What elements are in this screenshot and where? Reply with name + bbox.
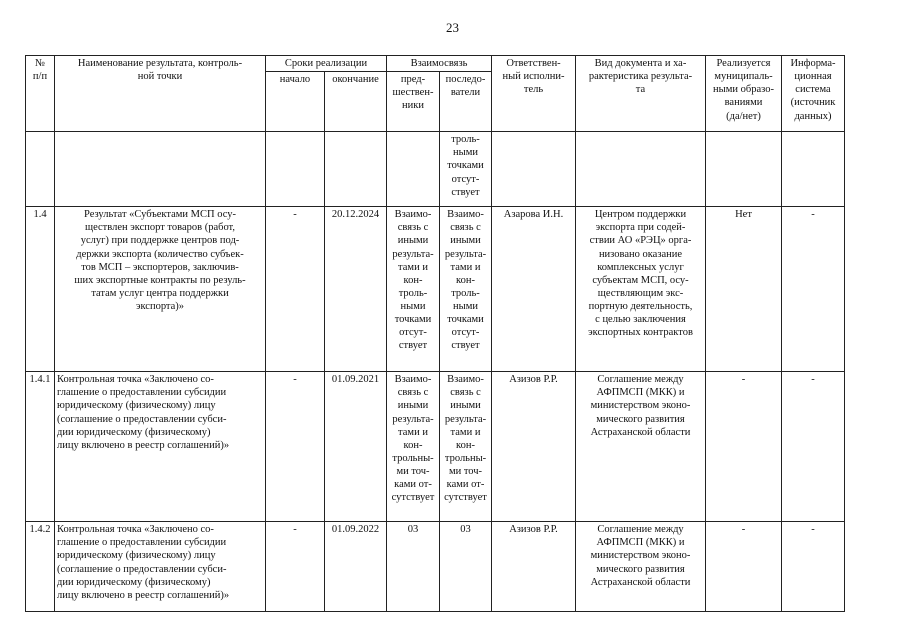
row-municipal <box>706 132 782 207</box>
header-successors: последо- ватели <box>440 72 492 132</box>
table-row <box>26 372 845 522</box>
row-responsible: Азизов Р.Р. <box>492 372 576 522</box>
row-successors: 03 <box>440 522 492 612</box>
row-num: 1.4 <box>26 207 55 372</box>
page-number: 23 <box>446 20 459 35</box>
header-municipal: Реализуется муниципаль- ными образо- ваниями (да/нет) <box>706 56 782 132</box>
row-responsible <box>492 132 576 207</box>
row-num <box>26 132 55 207</box>
row-predecessors <box>387 132 440 207</box>
header-document: Вид документа и ха- рактеристика результа- та <box>576 56 706 132</box>
row-end: 01.09.2022 <box>325 522 387 612</box>
row-successors: Взаимо- связь с иными результа- тами и кон- троль- ными точками отсут- ствует <box>440 207 492 372</box>
header-info-system: Информа- ционная система (источник данных) <box>782 56 845 132</box>
row-start <box>266 132 325 207</box>
row-end: 20.12.2024 <box>325 207 387 372</box>
row-name: Контрольная точка «Заключено со- глашение о предоставлении субсидии юридическому (физическому) лицу (соглашение о предоставлении субси- дии юридическому (физическому) лицу включено в реестр соглашений)» <box>55 522 266 612</box>
header-num: № п/п <box>26 56 55 132</box>
row-info-system: - <box>782 207 845 372</box>
header-start: начало <box>266 72 325 132</box>
header-row-1 <box>26 56 845 72</box>
row-start: - <box>266 522 325 612</box>
row-info-system: - <box>782 372 845 522</box>
row-predecessors: Взаимо- связь с иными результа- тами и кон- троль- ными точками отсут- ствует <box>387 207 440 372</box>
row-num: 1.4.2 <box>26 522 55 612</box>
row-document: Соглашение между АФПМСП (МКК) и министерством эконо- мического развития Астраханской области <box>576 522 706 612</box>
row-document: Центром поддержки экспорта при содей- ствии АО «РЭЦ» орга- низовано оказание комплексных услуг субъектам МСП, осу- ществляющим экс- портную деятельность, с целью заключения экспортных контрактов <box>576 207 706 372</box>
row-name: Контрольная точка «Заключено со- глашение о предоставлении субсидии юридическому (физическому) лицу (соглашение о предоставлении субси- дии юридическому (физическому) лицу включено в реестр соглашений)» <box>55 372 266 522</box>
row-responsible: Азизов Р.Р. <box>492 522 576 612</box>
row-successors: Взаимо- связь с иными результа- тами и кон- трольны- ми точ- ками от- сутствует <box>440 372 492 522</box>
row-end: 01.09.2021 <box>325 372 387 522</box>
row-predecessors: 03 <box>387 522 440 612</box>
table-row <box>26 132 845 207</box>
table-row <box>26 207 845 372</box>
row-successors: троль- ными точками отсут- ствует <box>440 132 492 207</box>
table-row <box>26 522 845 612</box>
row-info-system <box>782 132 845 207</box>
row-name: Результат «Субъектами МСП осу- ществлен экспорт товаров (работ, услуг) при поддержке центров под- держки экспорта (количество субъек- тов МСП – экспортеров, заключив- ших экспортные контракты по резуль- татам услуг центра поддержки экспорта)» <box>55 207 266 372</box>
row-name <box>55 132 266 207</box>
header-name: Наименование результата, контроль- ной точки <box>55 56 266 132</box>
results-table <box>25 55 845 612</box>
row-start: - <box>266 372 325 522</box>
row-info-system: - <box>782 522 845 612</box>
row-document: Соглашение между АФПМСП (МКК) и министерством эконо- мического развития Астраханской области <box>576 372 706 522</box>
header-link: Взаимосвязь <box>387 56 492 72</box>
row-num: 1.4.1 <box>26 372 55 522</box>
row-municipal: - <box>706 372 782 522</box>
header-terms: Сроки реализации <box>266 56 387 72</box>
row-end <box>325 132 387 207</box>
row-document <box>576 132 706 207</box>
row-municipal: Нет <box>706 207 782 372</box>
header-predecessors: пред- шествен- ники <box>387 72 440 132</box>
header-responsible: Ответствен- ный исполни- тель <box>492 56 576 132</box>
row-start: - <box>266 207 325 372</box>
row-predecessors: Взаимо- связь с иными результа- тами и кон- трольны- ми точ- ками от- сутствует <box>387 372 440 522</box>
header-end: окончание <box>325 72 387 132</box>
row-responsible: Азарова И.Н. <box>492 207 576 372</box>
row-municipal: - <box>706 522 782 612</box>
